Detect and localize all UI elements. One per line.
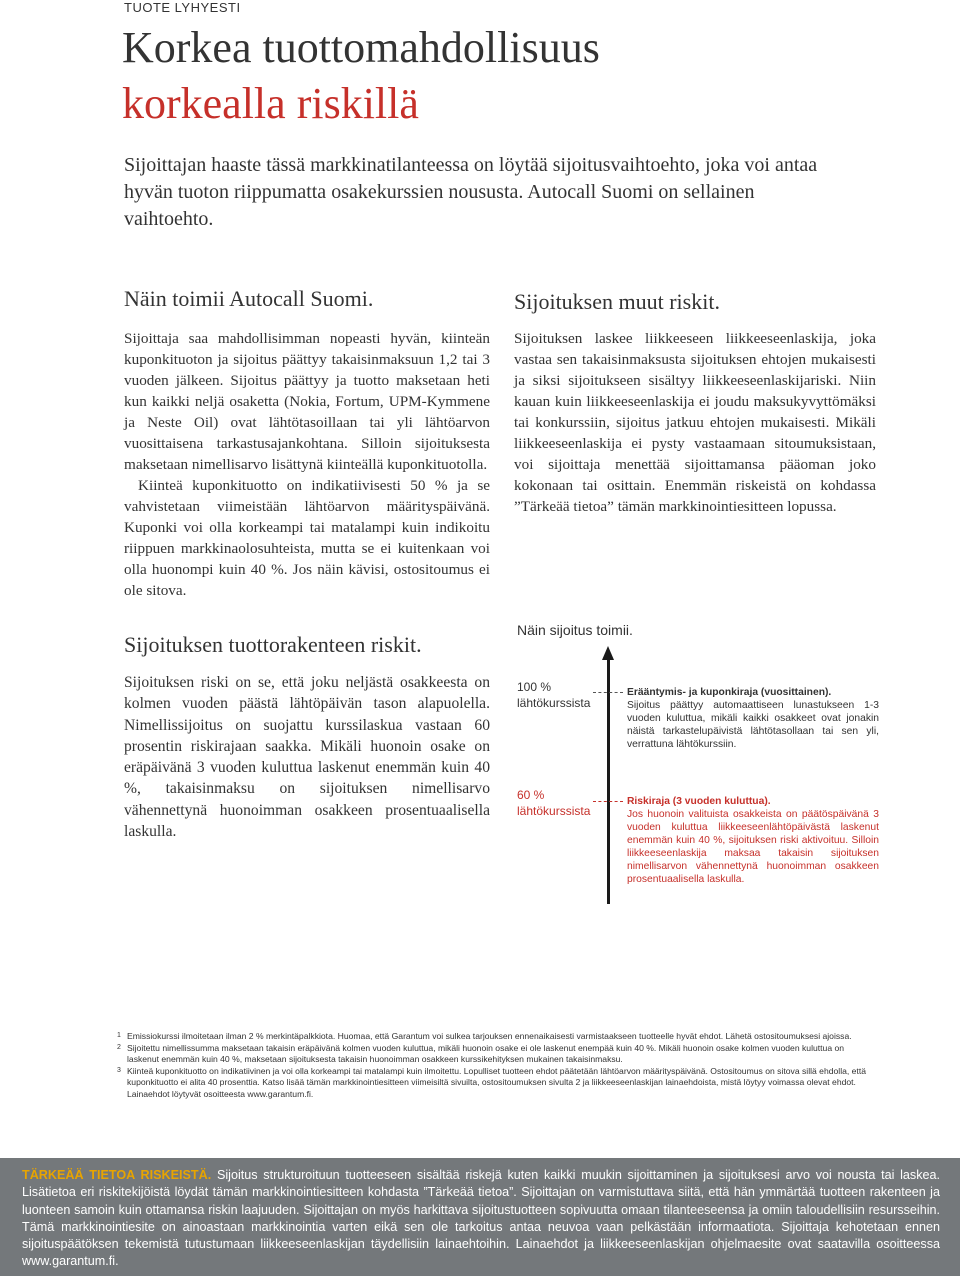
level-100-dashed-line (593, 692, 623, 693)
footnote (117, 1066, 873, 1101)
level-100-label: 100 % lähtökurssista (517, 680, 591, 710)
level-100-note-title: Erääntymis- ja kuponkiraja (vuosittainen). (627, 687, 832, 698)
intro-paragraph: Sijoittajan haaste tässä markkinatilanteessa on löytää sijoitusvaihtoehto, joka voi antaa hyvän tuoton riippumatta osakekurssien noususta. Autocall Suomi on sellainen vaihtoehto. (124, 154, 818, 230)
other-risks-body: Sijoituksen laskee liikkeeseen liikkeeseenlaskija, joka vastaa sen takaisinmaksusta sijoituksen ehtojen mukaisesti ja siksi sijoitukseen sisältyy liikkeeseenlaskijariski. Niin kauan kuin liikkeeseenlaskija ei joudu maksukyvyttömäksi tai konkurssiin, sijoitus jatkuu ehtojen mukaisesti. Mikäli liikkeeseenlaskija ei pysty vastaamaan sitoumuksistaan, voi sijoittaja menettää sijoittamansa pääoman joko kokonaan tai osittain. Enemmän riskeistä on kohdassa ”Tärkeää tietoa” tämän markkinointiesitteen lopussa. (514, 330, 876, 515)
how-it-works-paragraph-1: Sijoittaja saa mahdollisimman nopeasti hyvän, kiinteän kuponkituoton ja sijoitus päättyy takaisinmaksuun 1,2 tai 3 vuoden jälkeen. Sijoitus päättyy ja tuotto maksetaan heti kun kaikki neljä osaketta (Nokia, Fortum, UPM-Kymmene ja Neste Oil) ovat lähtötasoillaan tai yli lähtöarvon vuosittaisena tarkastusajankohtana. Silloin sijoituksesta maksetaan nimellisarvo lisättynä kiinteällä kuponkituotolla. (124, 330, 490, 473)
footnote (117, 1043, 873, 1066)
level-60-note (627, 795, 879, 886)
risk-info-text (22, 1167, 940, 1271)
level-60-note-title: Riskiraja (3 vuoden kuluttua). (627, 796, 771, 807)
how-it-works-body (124, 328, 490, 601)
return-risk-body: Sijoituksen riski on se, että joku neljästä osakkeesta on kolmen vuoden päästä lähtöpäivän tason alapuolella. Nimellissijoitus on suojattu kurssilaskua vastaan 60 prosentin riskirajaan saakka. Mikäli huonoin osake on eräpäivänä 3 vuoden kuluttua laskenut enemmän kuin 40 %, takaisinmaksu on sijoituksen nimellisarvo vähennettynä huonoimman osakkeen prosentuaalisella laskulla. (124, 674, 490, 841)
level-60-note-text: Jos huonoin valituista osakkeista on päätöspäivänä 3 vuoden kuluttua liikkeeseenlähtöpäivästä laskenut enemmän kuin 40 %, sijoituksen riski aktivoituu. Silloin liikkeeseenlaskija maksaa takaisin sijoituksen nimellisarvon vähennettynä huonoimman osakkeen prosentuaalisella laskulla. (627, 809, 879, 885)
risk-info-body: Sijoitus strukturoituun tuotteeseen sisältää riskejä kuten kaikki muukin sijoittaminen ja sijoituksesi arvo voi nousta tai laskea. Lisätietoa eri riskitekijöistä löydät tämän markkinointiesitteen kohdasta ”Tärkeää tietoa”. Sijoittajan on varmistuttava siitä, että hän ymmärtää tuotteen rakenteen ja luonteen samoin kuin ottamansa riskin laajuuden. Sijoittajan on myös harkittava sijoitustuotteen sopivuutta omaan tilanteeseensa ja omiin taloudellisiin resursseihin. Tämä markkinointiesite on ainoastaan markkinointia varten eikä sen ole tarkoitus antaa neuvoa vaan pelkästään informaatiota. Sijoittaja kehotetaan ennen sijoituspäätöksen tekemistä tutustumaan liikkeeseenlaskijan täydellisiin lainaehtoihin. Lainaehdot ja liikkeeseenlaskijan ohjelmaesite ovat saatavilla osoitteessa www.garantum.fi. (22, 1168, 941, 1269)
diagram-title: Näin sijoitus toimii. (517, 622, 633, 638)
footnote-text: Sijoitettu nimellissumma maksetaan takaisin eräpäivänä kolmen vuoden kuluttua, mikäli huonoin osake ei ole laskenut enempää kuin 40 %. Mikäli huonoin osake kolmen vuoden kuluttua on laskenut enemmän kuin 40 %, maksetaan sijoituksesta takaisin huonoimman osakkeen kurssikehityksen mukainen takaisinmaksu. (127, 1042, 845, 1065)
page-title: Korkea tuottomahdollisuus (122, 23, 600, 72)
footnotes (117, 1031, 873, 1101)
how-it-works-paragraph-2: Kiinteä kuponkituotto on indikatiivisesti 50 % ja se vahvistetaan viimeistään lähtöarvon määrityspäivänä. Kuponki voi olla korkeampi tai matalampi kuin indikoitu riippuen markkinaolosuhteista, mutta se ei kuitenkaan voi olla huonompi kuin 40 %. Jos näin kävisi, ostositoumus ei ole sitova. (124, 477, 490, 599)
footnote-number: 3 (117, 1066, 121, 1074)
footnote-number: 2 (117, 1043, 121, 1051)
footnote-text: Kiinteä kuponkituotto on indikatiivinen ja voi olla korkeampi tai matalampi kuin ilmoitettu. Lopulliset tuotteen ehdot päätetään lähtöarvon määrityspäivänä. Ostositoumus on sitova sillä ehdolla, että kuponkituotto ei alita 40 prosenttia. Katso lisää tämän markkinointiesitteen viimeisiltä sivuilta, ostositoumuksen sivulta 2 ja liikkeeseenlaskijan lainaehdoista, mistä löytyy voimassa olevat ehdot. Lainaehdot löytyvät osoitteesta www.garantum.fi. (127, 1065, 867, 1099)
return-risk-heading: Sijoituksen tuottorakenteen riskit. (124, 632, 422, 657)
how-it-works-heading: Näin toimii Autocall Suomi. (124, 286, 374, 311)
other-risks-heading: Sijoituksen muut riskit. (514, 289, 720, 314)
level-60-label: 60 % lähtökurssista (517, 788, 591, 818)
footnote-text: Emissiokurssi ilmoitetaan ilman 2 % merkintäpalkkiota. Huomaa, että Garantum voi sulkea tarjouksen ennenaikaisesti varmistaakseen tuotteelle hyvät ehdot. Lähetä ostositoumuksesi ajoissa. (127, 1031, 852, 1041)
level-100-note-text: Sijoitus päättyy automaattiseen lunastukseen 1-3 vuoden kuluttua, mikäli kaikki osakkeet ovat jonakin näistä tarkastelupäivistä lähtötasollaan tai sen yli, verrattuna lähtökurssiin. (627, 700, 879, 750)
footnote (117, 1031, 873, 1043)
diagram-axis-line (607, 658, 610, 904)
level-100-note (627, 686, 879, 751)
risk-info-title: TÄRKEÄÄ TIETOA RISKEISTÄ. (22, 1168, 212, 1182)
section-kicker: TUOTE LYHYESTI (124, 0, 241, 15)
level-60-dashed-line (593, 801, 623, 802)
footnote-number: 1 (117, 1032, 121, 1039)
page-subtitle: korkealla riskillä (122, 79, 419, 128)
